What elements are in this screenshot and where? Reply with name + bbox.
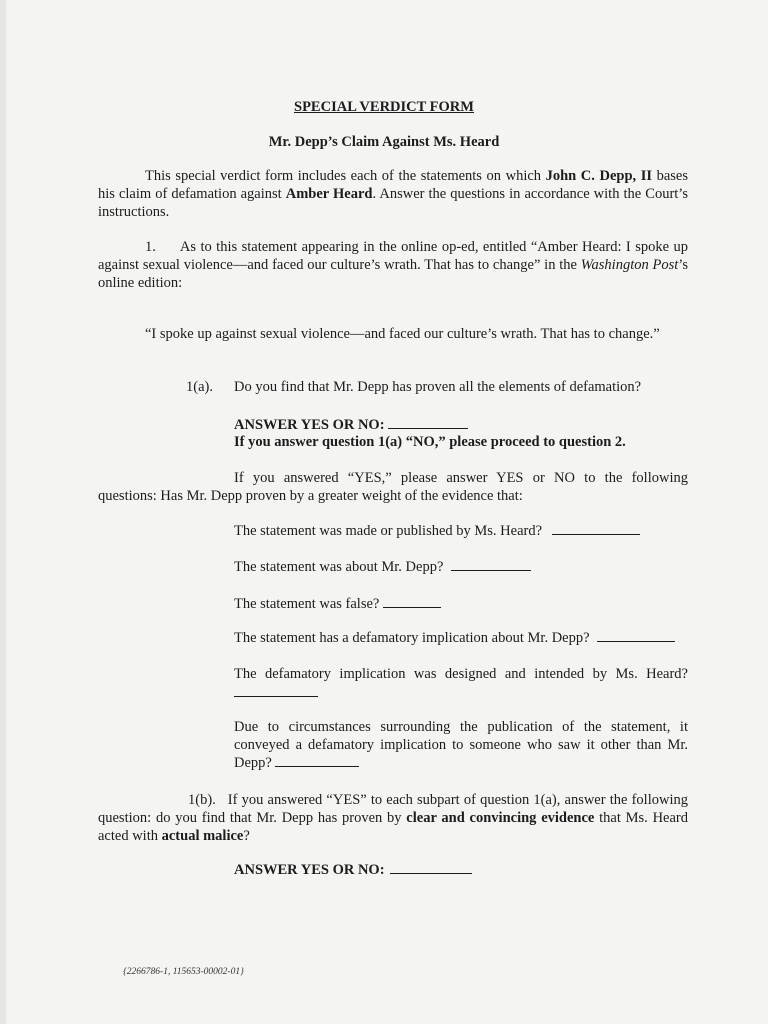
subquestion-published-blank[interactable]	[552, 522, 640, 535]
plaintiff-name: John C. Depp, II	[545, 168, 653, 184]
question-1b-text-1: If you answered “YES” to each subpart of question 1(a), answer the following question: do you find that Mr. Depp has proven by	[98, 792, 688, 826]
answer-1a-row	[234, 416, 468, 434]
answer-1a-prompt: ANSWER YES OR NO:	[234, 417, 385, 433]
subquestion-circumstances-text: Due to circumstances surrounding the publication of the statement, it conveyed a defamatory implication to someone who saw it other than Mr. Depp?	[234, 719, 688, 771]
subquestion-false-text: The statement was false?	[234, 596, 380, 612]
item-1-number: 1.	[145, 239, 156, 255]
subquestion-false	[234, 595, 441, 613]
answer-1a-blank[interactable]	[388, 416, 468, 429]
intro-paragraph	[98, 167, 688, 221]
subquestion-intended-blank[interactable]	[234, 684, 318, 697]
question-1a-label: 1(a).	[186, 379, 213, 395]
subquestion-implication	[234, 629, 675, 647]
item-1-text-end: ’s online edition:	[98, 257, 688, 291]
clear-convincing-evidence: clear and convincing evidence	[406, 810, 595, 826]
subquestion-intended-text: The defamatory implication was designed and intended by Ms. Heard?	[234, 666, 688, 682]
subquestion-published	[234, 522, 640, 540]
subquestion-circumstances	[234, 718, 688, 772]
form-subtitle: Mr. Depp’s Claim Against Ms. Heard	[268, 134, 500, 150]
question-1b-label: 1(b).	[188, 792, 216, 808]
subquestion-circumstances-blank[interactable]	[275, 754, 359, 767]
item-1-text: As to this statement appearing in the online op-ed, entitled “Amber Heard: I spoke up against sexual violence—and faced our culture’s wrath. That has to change” in the	[98, 239, 688, 273]
subquestion-implication-blank[interactable]	[597, 629, 675, 642]
question-1a-text: Do you find that Mr. Depp has proven all the elements of defamation?	[234, 379, 642, 395]
subquestion-about	[234, 558, 531, 576]
question-1b-paragraph	[98, 791, 688, 845]
subquestion-published-text: The statement was made or published by Ms. Heard?	[234, 523, 543, 539]
subquestion-implication-text: The statement has a defamatory implication about Mr. Depp?	[234, 630, 590, 646]
actual-malice: actual malice	[161, 828, 244, 844]
defendant-name: Amber Heard	[285, 186, 373, 202]
quoted-statement: “I spoke up against sexual violence—and faced our culture’s wrath. That has to change.”	[145, 326, 660, 342]
subquestion-about-text: The statement was about Mr. Depp?	[234, 559, 444, 575]
publication-name: Washington Post	[580, 257, 679, 273]
question-1a-instruction: If you answer question 1(a) “NO,” please proceed to question 2.	[234, 434, 626, 450]
intro-text-2: bases his claim of defamation against	[98, 168, 688, 202]
page-edge	[0, 0, 6, 1024]
question-1b-text-3: ?	[243, 828, 250, 844]
answer-1b-blank[interactable]	[390, 861, 472, 874]
question-1a-followup: If you answered “YES,” please answer YES or NO to the following questions: Has Mr. Depp proven by a greater weight of the evidence that:	[98, 470, 688, 504]
document-id-footer: {2266786-1, 115653-00002-01}	[123, 967, 244, 977]
form-title: SPECIAL VERDICT FORM	[294, 99, 474, 115]
item-1-paragraph	[98, 238, 688, 292]
question-1b-text-2: that Ms. Heard acted with	[98, 810, 688, 844]
intro-text-1: This special verdict form includes each of the statements on which	[145, 168, 546, 184]
subquestion-about-blank[interactable]	[451, 558, 531, 571]
answer-1b-row	[234, 861, 472, 879]
subquestion-false-blank[interactable]	[383, 595, 441, 608]
answer-1b-prompt: ANSWER YES OR NO:	[234, 862, 385, 878]
intro-text-3: . Answer the questions in accordance with the Court’s instructions.	[98, 186, 688, 220]
